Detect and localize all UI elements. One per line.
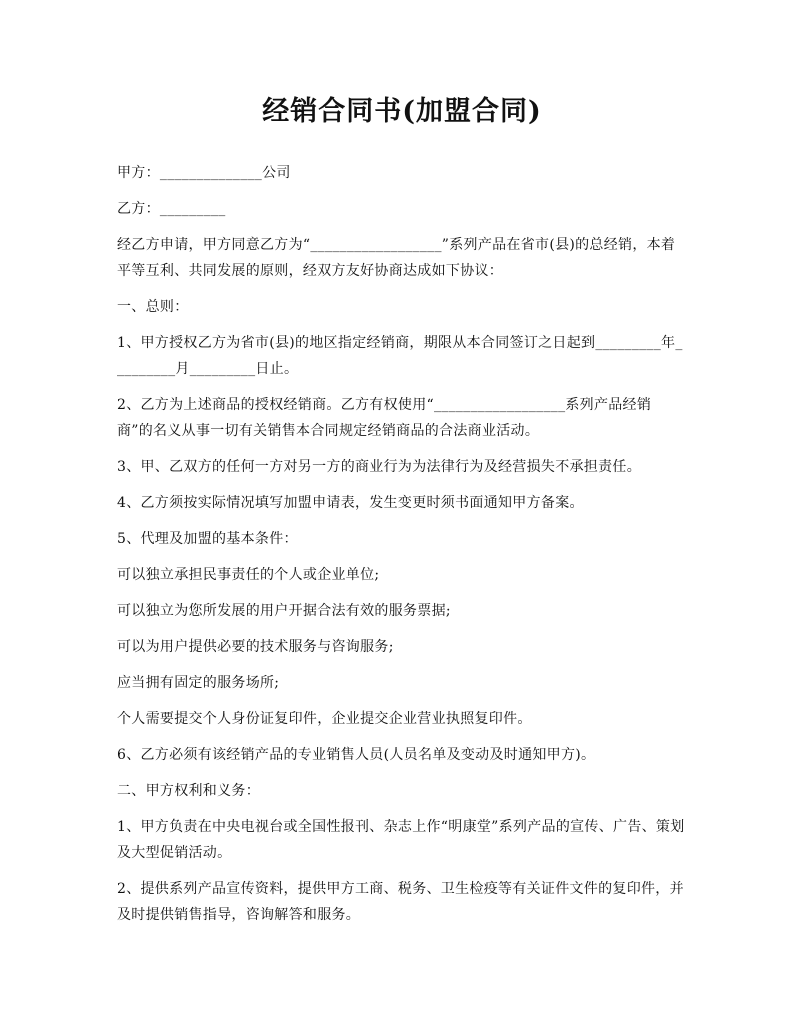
clause-1-6: 6、乙方必须有该经销产品的专业销售人员(人员名单及变动及时通知甲方)。: [117, 747, 596, 763]
document-title: 经销合同书(加盟合同): [262, 96, 542, 127]
condition-item: 可以独立承担民事责任的个人或企业单位;: [117, 567, 380, 583]
clause-2-2: 2、提供系列产品宣传资料，提供甲方工商、税务、卫生检疫等有关证件文件的复印件，并及时提供销售指导，咨询解答和服务。: [117, 881, 684, 923]
condition-item: 可以独立为您所发展的用户开据合法有效的服务票据;: [117, 603, 451, 619]
condition-item: 个人需要提交个人身份证复印件，企业提交企业营业执照复印件。: [117, 711, 532, 727]
clause-1-4: 4、乙方须按实际情况填写加盟申请表，发生变更时须书面通知甲方备案。: [117, 495, 584, 511]
section-heading-party-a: 二、甲方权利和义务：: [117, 783, 260, 799]
clause-1-2: 2、乙方为上述商品的授权经销商。乙方有权使用“__________________系列产品经销商”的名义从事一切有关销售本合同规定经销商品的合法商业活动。: [117, 397, 652, 439]
preamble-paragraph: 经乙方申请，甲方同意乙方为“__________________”系列产品在省市(县)的总经销，本着平等互利、共同发展的原则，经双方友好协商达成如下协议：: [117, 237, 676, 279]
condition-item: 应当拥有固定的服务场所;: [117, 675, 280, 691]
party-b-line: 乙方：_________: [117, 201, 226, 217]
party-a-line: 甲方：______________公司: [117, 165, 291, 181]
condition-item: 可以为用户提供必要的技术服务与咨询服务;: [117, 639, 394, 655]
clause-1-1: 1、甲方授权乙方为省市(县)的地区指定经销商，期限从本合同签订之日起到_________年_________月_________日止。: [117, 335, 683, 377]
clause-1-5: 5、代理及加盟的基本条件：: [117, 531, 298, 547]
clause-1-3: 3、甲、乙双方的任何一方对另一方的商业行为为法律行为及经营损失不承担责任。: [117, 459, 642, 475]
clause-2-1: 1、甲方负责在中央电视台或全国性报刊、杂志上作“明康堂”系列产品的宣传、广告、策划及大型促销活动。: [117, 819, 685, 861]
section-heading-general: 一、总则：: [117, 299, 189, 315]
contract-page: [117, 92, 687, 938]
